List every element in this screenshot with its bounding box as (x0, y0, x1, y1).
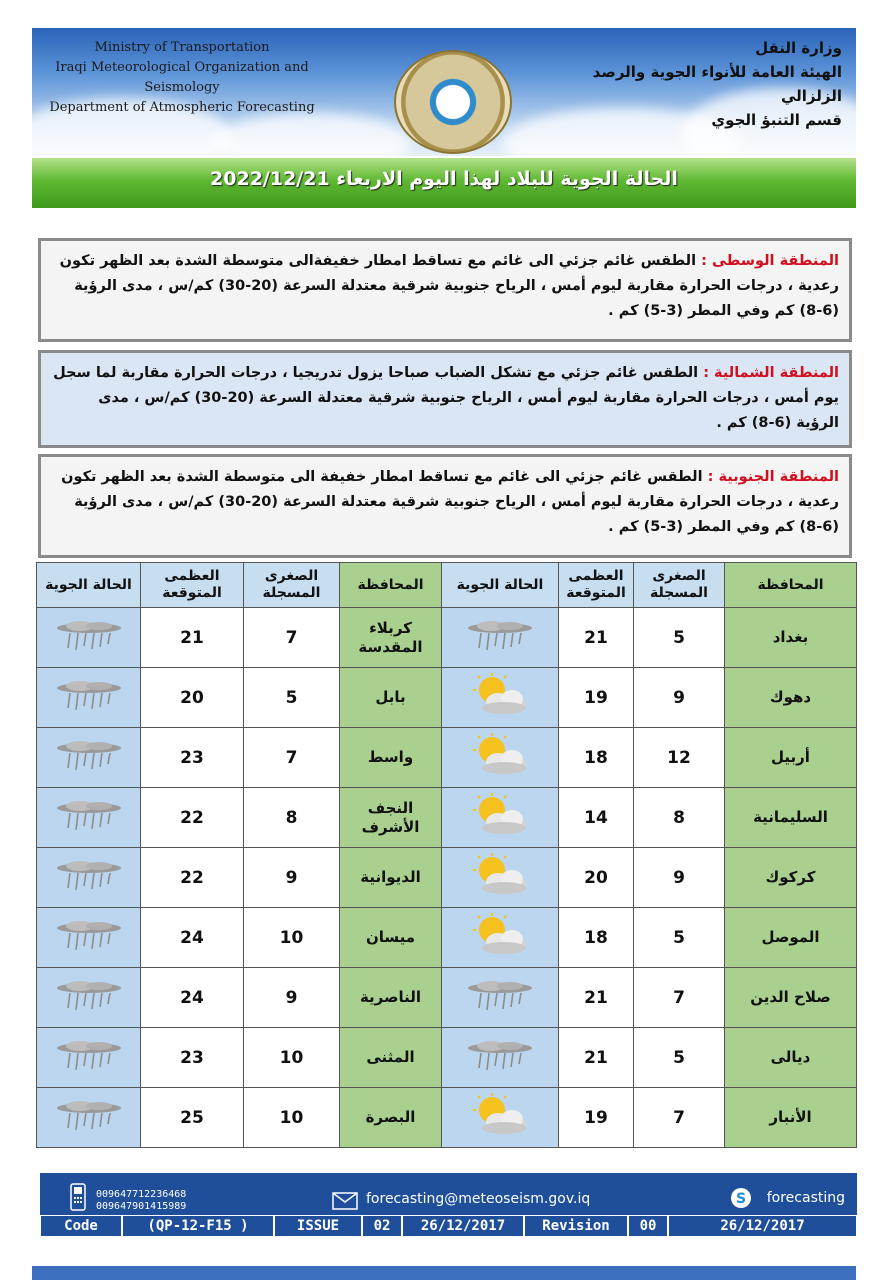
condition-cell (442, 908, 559, 968)
province-cell: الديوانية (340, 848, 442, 908)
province-cell: كربلاء المقدسة (340, 608, 442, 668)
skype-link[interactable]: forecasting (766, 1190, 845, 1206)
page-title: الحالة الجوية للبلاد لهذا اليوم الاربعاء 2022/12/21 (210, 168, 678, 190)
condition-cell (37, 728, 141, 788)
province-cell: النجف الأشرف (340, 788, 442, 848)
phone-numbers (96, 1189, 186, 1213)
table-row (37, 908, 857, 968)
condition-cell (442, 848, 559, 908)
province-cell: الناصرية (340, 968, 442, 1028)
condition-cell (37, 1088, 141, 1148)
department-name-ar: قسم التنبؤ الجوي (711, 111, 842, 129)
phone-number[interactable]: 009647712236468 (96, 1189, 187, 1200)
max-temp-cell: 21 (559, 968, 634, 1028)
header-arabic (582, 36, 842, 132)
rain-cloud-icon (54, 757, 124, 777)
min-temp-cell: 7 (634, 1088, 725, 1148)
header-condition: الحالة الجوية (442, 563, 559, 608)
table-row (37, 968, 857, 1028)
max-temp-cell: 24 (141, 908, 244, 968)
rain-cloud-icon (465, 637, 535, 657)
document-code-bar (40, 1215, 857, 1237)
sun-cloud-icon (470, 703, 530, 723)
phone-icon (70, 1183, 86, 1211)
table-row (37, 788, 857, 848)
max-temp-cell: 23 (141, 1028, 244, 1088)
sun-cloud-icon (470, 1123, 530, 1143)
organization-logo-icon (394, 50, 512, 154)
table-row (37, 1028, 857, 1088)
min-temp-cell: 9 (244, 848, 340, 908)
min-temp-cell: 8 (244, 788, 340, 848)
max-temp-cell: 20 (141, 668, 244, 728)
header-min: الصغرى المسجلة (634, 563, 725, 608)
min-temp-cell: 7 (244, 728, 340, 788)
sun-cloud-icon (470, 883, 530, 903)
header-condition: الحالة الجوية (37, 563, 141, 608)
email-link[interactable]: forecasting@meteoseism.gov.iq (366, 1191, 591, 1207)
header-max: العظمى المتوقعة (559, 563, 634, 608)
province-cell: بابل (340, 668, 442, 728)
revision-number: 00 (628, 1215, 668, 1237)
condition-cell (442, 968, 559, 1028)
max-temp-cell: 14 (559, 788, 634, 848)
rain-cloud-icon (465, 1057, 535, 1077)
min-temp-cell: 9 (634, 668, 725, 728)
province-cell: أربيل (725, 728, 857, 788)
province-cell: البصرة (340, 1088, 442, 1148)
svg-text:S: S (735, 1191, 747, 1207)
header-max: العظمى المتوقعة (141, 563, 244, 608)
min-temp-cell: 9 (244, 968, 340, 1028)
ministry-name-ar: وزارة النقل (755, 39, 842, 57)
region-text: الطقس غائم جزئي الى غائم مع تساقط امطار خفيفة الى متوسطة الشدة بعد الظهر تكون رعدية ، درجات الحرارة مقاربة ليوم أمس ، الرياح جنوبية شرقية معتدلة السرعة (20-30) كم/س ، مدى الرؤية (6-8) كم وفي المطر (3-5) كم . (61, 469, 839, 535)
province-cell: الموصل (725, 908, 857, 968)
max-temp-cell: 24 (141, 968, 244, 1028)
min-temp-cell: 8 (634, 788, 725, 848)
condition-cell (442, 728, 559, 788)
department-name: Department of Atmospheric Forecasting (49, 100, 315, 115)
sun-cloud-icon (470, 823, 530, 843)
min-temp-cell: 5 (634, 608, 725, 668)
issue-label: ISSUE (274, 1215, 362, 1237)
code-value: (QP-12-F15 ) (122, 1215, 274, 1237)
next-page-edge (32, 1266, 856, 1280)
condition-cell (37, 908, 141, 968)
sun-cloud-icon (470, 763, 530, 783)
min-temp-cell: 7 (634, 968, 725, 1028)
min-temp-cell: 10 (244, 1088, 340, 1148)
header-banner (32, 28, 856, 156)
condition-cell (37, 968, 141, 1028)
header-min: الصغرى المسجلة (244, 563, 340, 608)
condition-cell (442, 788, 559, 848)
header-english (42, 38, 322, 118)
table-row (37, 848, 857, 908)
province-cell: ديالى (725, 1028, 857, 1088)
weather-table (36, 562, 857, 1148)
table-row (37, 608, 857, 668)
table-row (37, 1088, 857, 1148)
region-south (38, 454, 852, 558)
table-row (37, 728, 857, 788)
max-temp-cell: 23 (141, 728, 244, 788)
condition-cell (37, 608, 141, 668)
rain-cloud-icon (54, 697, 124, 717)
condition-cell (37, 668, 141, 728)
province-cell: ميسان (340, 908, 442, 968)
min-temp-cell: 5 (244, 668, 340, 728)
header-province: المحافظة (340, 563, 442, 608)
code-label: Code (40, 1215, 122, 1237)
min-temp-cell: 12 (634, 728, 725, 788)
region-central (38, 238, 852, 342)
max-temp-cell: 25 (141, 1088, 244, 1148)
rain-cloud-icon (54, 1117, 124, 1137)
max-temp-cell: 21 (141, 608, 244, 668)
province-cell: الأنبار (725, 1088, 857, 1148)
province-cell: واسط (340, 728, 442, 788)
condition-cell (442, 608, 559, 668)
skype-icon (730, 1187, 752, 1209)
min-temp-cell: 10 (244, 1028, 340, 1088)
rain-cloud-icon (54, 937, 124, 957)
phone-number[interactable]: 009647901415989 (96, 1201, 187, 1212)
min-temp-cell: 10 (244, 908, 340, 968)
province-cell: كركوك (725, 848, 857, 908)
min-temp-cell: 9 (634, 848, 725, 908)
table-header-row (37, 563, 857, 608)
issue-number: 02 (362, 1215, 402, 1237)
email-icon (332, 1192, 358, 1210)
rain-cloud-icon (465, 997, 535, 1017)
region-text: الطقس غائم جزئي مع تشكل الضباب صباحا يزول تدريجيا ، درجات الحرارة مقاربة لما سجل يوم أمس ، درجات الحرارة مقاربة ليوم أمس ، الرياح جنوبية شرقية معتدلة السرعة (20-30) كم/س ، مدى الرؤية (6-8) كم . (53, 365, 839, 431)
ministry-name: Ministry of Transportation (94, 40, 270, 55)
condition-cell (37, 788, 141, 848)
condition-cell (37, 848, 141, 908)
region-text: الطقس غائم جزئي الى غائم مع تساقط امطار خفيفةالى متوسطة الشدة بعد الظهر تكون رعدية ، درجات الحرارة مقاربة ليوم أمس ، الرياح جنوبية شرقية معتدلة السرعة (20-30) كم/س ، مدى الرؤية (6-8) كم وفي المطر (3-5) كم . (59, 253, 839, 319)
max-temp-cell: 18 (559, 728, 634, 788)
organization-name: Iraqi Meteorological Organization and Seismology (55, 60, 309, 95)
sun-cloud-icon (470, 943, 530, 963)
header-province: المحافظة (725, 563, 857, 608)
max-temp-cell: 20 (559, 848, 634, 908)
region-name: المنطقة الوسطى : (701, 253, 839, 269)
province-cell: دهوك (725, 668, 857, 728)
rain-cloud-icon (54, 817, 124, 837)
region-north (38, 350, 852, 448)
province-cell: صلاح الدين (725, 968, 857, 1028)
rain-cloud-icon (54, 997, 124, 1017)
max-temp-cell: 19 (559, 1088, 634, 1148)
table-row (37, 668, 857, 728)
organization-name-ar: الهيئة العامة للأنواء الجوية والرصد الزلزالي (592, 63, 842, 105)
max-temp-cell: 21 (559, 608, 634, 668)
issue-date: 26/12/2017 (402, 1215, 524, 1237)
condition-cell (442, 1088, 559, 1148)
max-temp-cell: 21 (559, 1028, 634, 1088)
max-temp-cell: 22 (141, 788, 244, 848)
condition-cell (442, 668, 559, 728)
min-temp-cell: 7 (244, 608, 340, 668)
max-temp-cell: 22 (141, 848, 244, 908)
min-temp-cell: 5 (634, 1028, 725, 1088)
condition-cell (442, 1028, 559, 1088)
revision-label: Revision (524, 1215, 628, 1237)
condition-cell (37, 1028, 141, 1088)
province-cell: المثنى (340, 1028, 442, 1088)
rain-cloud-icon (54, 1057, 124, 1077)
min-temp-cell: 5 (634, 908, 725, 968)
region-name: المنطقة الجنوبية : (707, 469, 839, 485)
revision-date: 26/12/2017 (668, 1215, 857, 1237)
rain-cloud-icon (54, 637, 124, 657)
max-temp-cell: 19 (559, 668, 634, 728)
rain-cloud-icon (54, 877, 124, 897)
province-cell: بغداد (725, 608, 857, 668)
max-temp-cell: 18 (559, 908, 634, 968)
province-cell: السليمانية (725, 788, 857, 848)
title-bar (32, 158, 856, 208)
region-name: المنطقة الشمالية : (703, 365, 839, 381)
